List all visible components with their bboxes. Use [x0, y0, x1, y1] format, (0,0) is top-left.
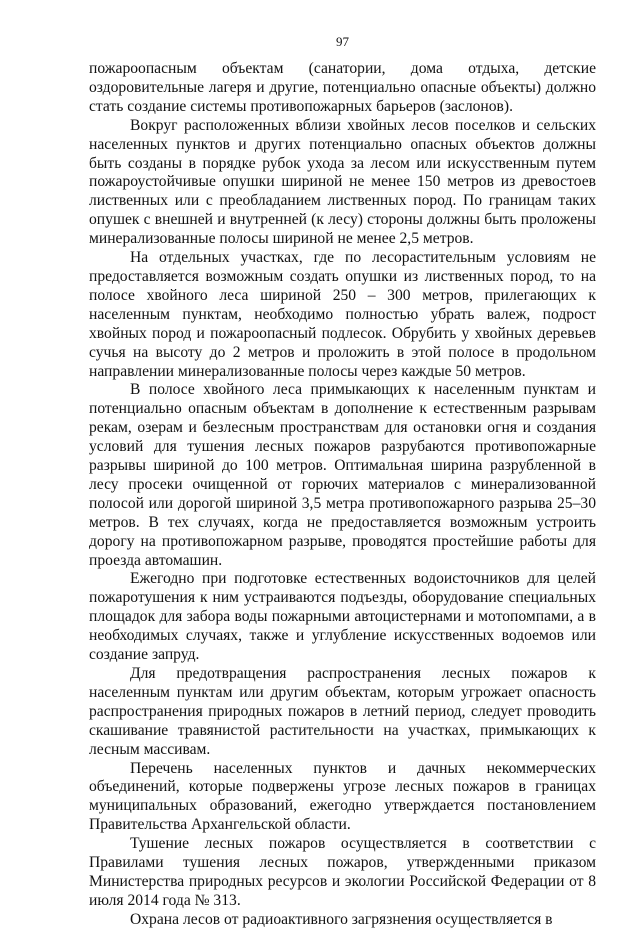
page-number: 97 — [336, 34, 349, 49]
paragraph-settlements-list: Перечень населенных пунктов и дачных некоммерческих объединений, которые подвержены угрозе лесных пожаров в границах муниципальных образований, ежегодно утверждается постановлением Правительства Архангельской области. — [89, 759, 596, 834]
paragraph-firebreaks: В полосе хвойного леса примыкающих к населенным пунктам и потенциально опасным объектам в дополнение к естественным разрывам рекам, озерам и безлесным пространствам для остановки огня и создания условий для тушения лесных пожаров разрубаются противопожарные разрывы шириной до 100 метров. Оптимальная ширина разрубленной в лесу просеки очищенной от горючих материалов с минерализованной полосой или дорогой шириной 3,5 метра противопожарного разрыва 25–30 метров. В тех случаях, когда не предоставляется возможным устроить дорогу на противопожарном разрыве, проводятся простейшие работы для проезда автомашин. — [89, 381, 596, 569]
paragraph-water-sources: Ежегодно при подготовке естественных водоисточников для целей пожаротушения к ним устраиваются подъезды, оборудование специальных площадок для забора воды пожарными автоцистернами и мотопомпами, а в необходимых случаях, также и углубление искусственных водоемов или создание запруд. — [89, 570, 596, 664]
paragraph-continuation: пожароопасным объектам (санатории, дома отдыха, детские оздоровительные лагеря и другие, потенциально опасные объекты) должно стать создание системы противопожарных барьеров (заслонов). — [89, 60, 596, 115]
paragraph-coniferous-strip: На отдельных участках, где по лесорастительным условиям не предоставляется возможным создать опушки из лиственных пород, то на полосе хвойного леса шириной 250 – 300 метров, прилегающих к населенным пунктам, необходимо полностью убрать валеж, подрост хвойных пород и пожароопасный подлесок. Обрубить у хвойных деревьев сучья на высоту до 2 метров и проложить в этой полосе в продольном направлении минерализованные полосы через каждые 50 метров. — [89, 249, 596, 380]
paragraph-firefighting-rules: Тушение лесных пожаров осуществляется в соответствии с Правилами тушения лесных пожаров, утвержденными приказом Министерства природных ресурсов и экологии Российской Федерации от 8 июля 2014 года № 313. — [89, 835, 596, 909]
paragraph-grass-mowing: Для предотвращения распространения лесных пожаров к населенным пунктам или другим объектам, которым угрожает опасность распространения природных пожаров в летний период, следует проводить скашивание травянистой растительности на участках, примыкающих к лесным массивам. — [89, 665, 596, 758]
paragraph-fire-resistant-edges: Вокруг расположенных вблизи хвойных лесов поселков и сельских населенных пунктов и других потенциально опасных объектов должны быть созданы в порядке рубок ухода за лесом или искусственным путем пожароустойчивые опушки шириной не менее 150 метров из древостоев лиственных или с преобладанием лиственных пород. По границам таких опушек с внешней и внутренней (к лесу) стороны должны быть проложены минерализованные полосы шириной не менее 2,5 метров. — [89, 116, 596, 248]
paragraph-radioactive-protection: Охрана лесов от радиоактивного загрязнения осуществляется в — [130, 910, 553, 928]
